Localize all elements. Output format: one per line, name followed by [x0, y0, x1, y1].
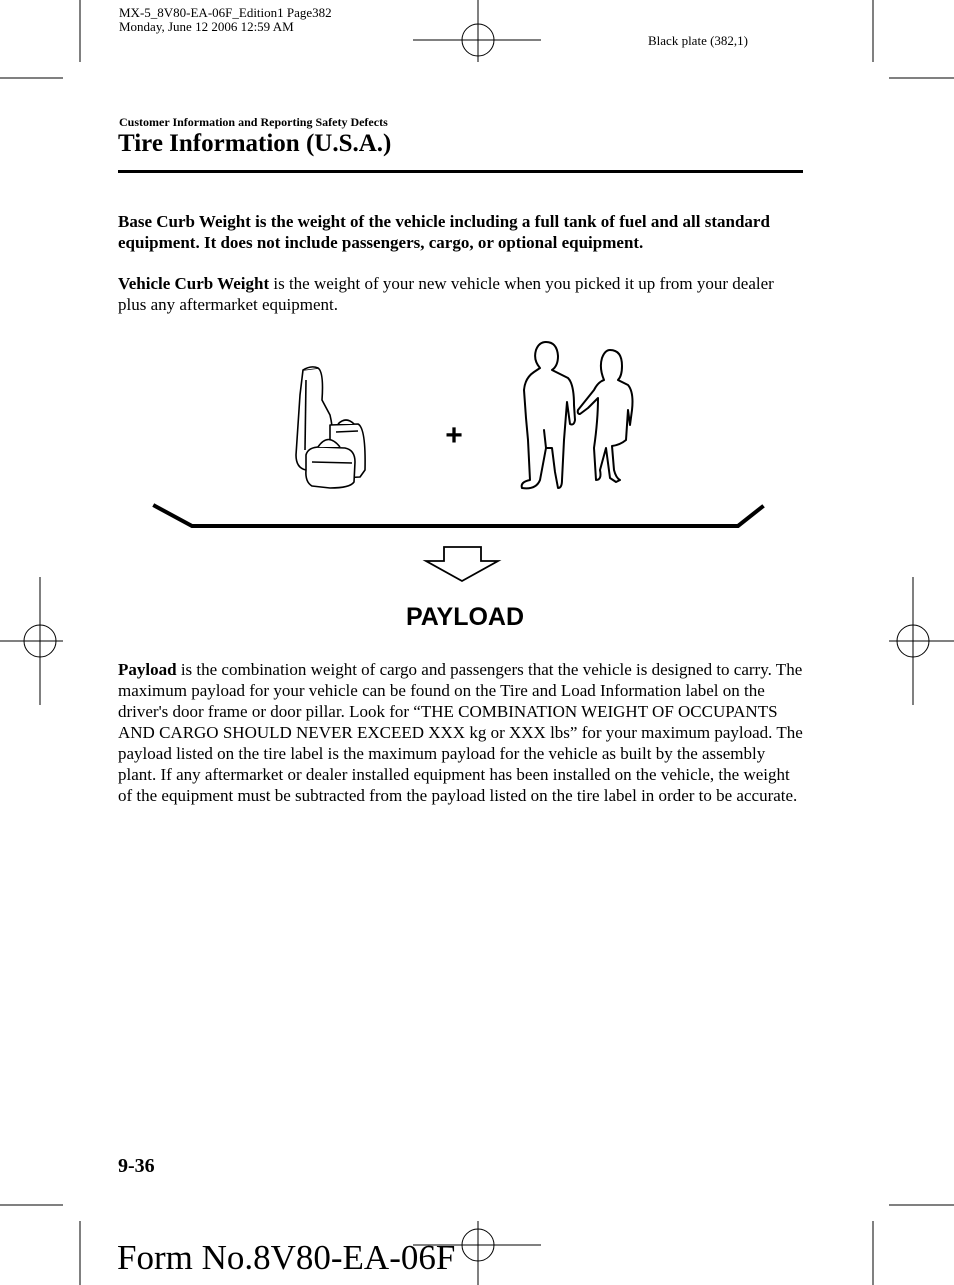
page-title: Tire Information (U.S.A.) — [118, 130, 392, 157]
page-number: 9-36 — [118, 1155, 155, 1177]
people-icon — [522, 342, 633, 488]
payload-bracket — [155, 506, 762, 526]
section-label: Customer Information and Reporting Safety Defects — [119, 115, 388, 129]
arrow-down-icon — [426, 547, 498, 581]
plus-sign: + — [445, 419, 463, 452]
vehicle-curb-weight-term: Vehicle Curb Weight — [118, 274, 270, 293]
payload-text: is the combination weight of cargo and passengers that the vehicle is designed to carry. The maximum payload for your vehicle can be found on the Tire and Load Information label on the driver's door frame or door pillar. Look for “THE COMBINATION WEIGHT OF OCCUPANTS AND CARGO SHOULD NEVER EXCEED XXX kg or XXX lbs” for your maximum payload. The payload listed on the tire label is the maximum payload for the vehicle as built by the assembly plant. If any aftermarket or dealer installed equipment has been installed on the vehicle, the weight of the equipment must be subtracted from the payload listed on the tire label in order to be accurate. — [118, 660, 803, 805]
print-info-line1: MX-5_8V80-EA-06F_Edition1 Page382 — [119, 5, 332, 20]
form-number: Form No.8V80-EA-06F — [117, 1238, 456, 1277]
vehicle-curb-weight-text: is the weight of your new vehicle when you picked it up from your dealer plus any aftermarket equipment. — [118, 274, 774, 314]
payload-illustration — [0, 0, 954, 600]
payload-term: Payload — [118, 660, 177, 679]
print-info-line2: Monday, June 12 2006 12:59 AM — [119, 19, 294, 34]
plate-info: Black plate (382,1) — [648, 33, 748, 48]
payload-paragraph — [118, 659, 804, 806]
luggage-icon — [296, 367, 365, 488]
payload-label: PAYLOAD — [405, 603, 525, 631]
base-curb-weight-paragraph: Base Curb Weight is the weight of the vehicle including a full tank of fuel and all standard equipment. It does not include passengers, cargo, or optional equipment. — [118, 212, 770, 252]
